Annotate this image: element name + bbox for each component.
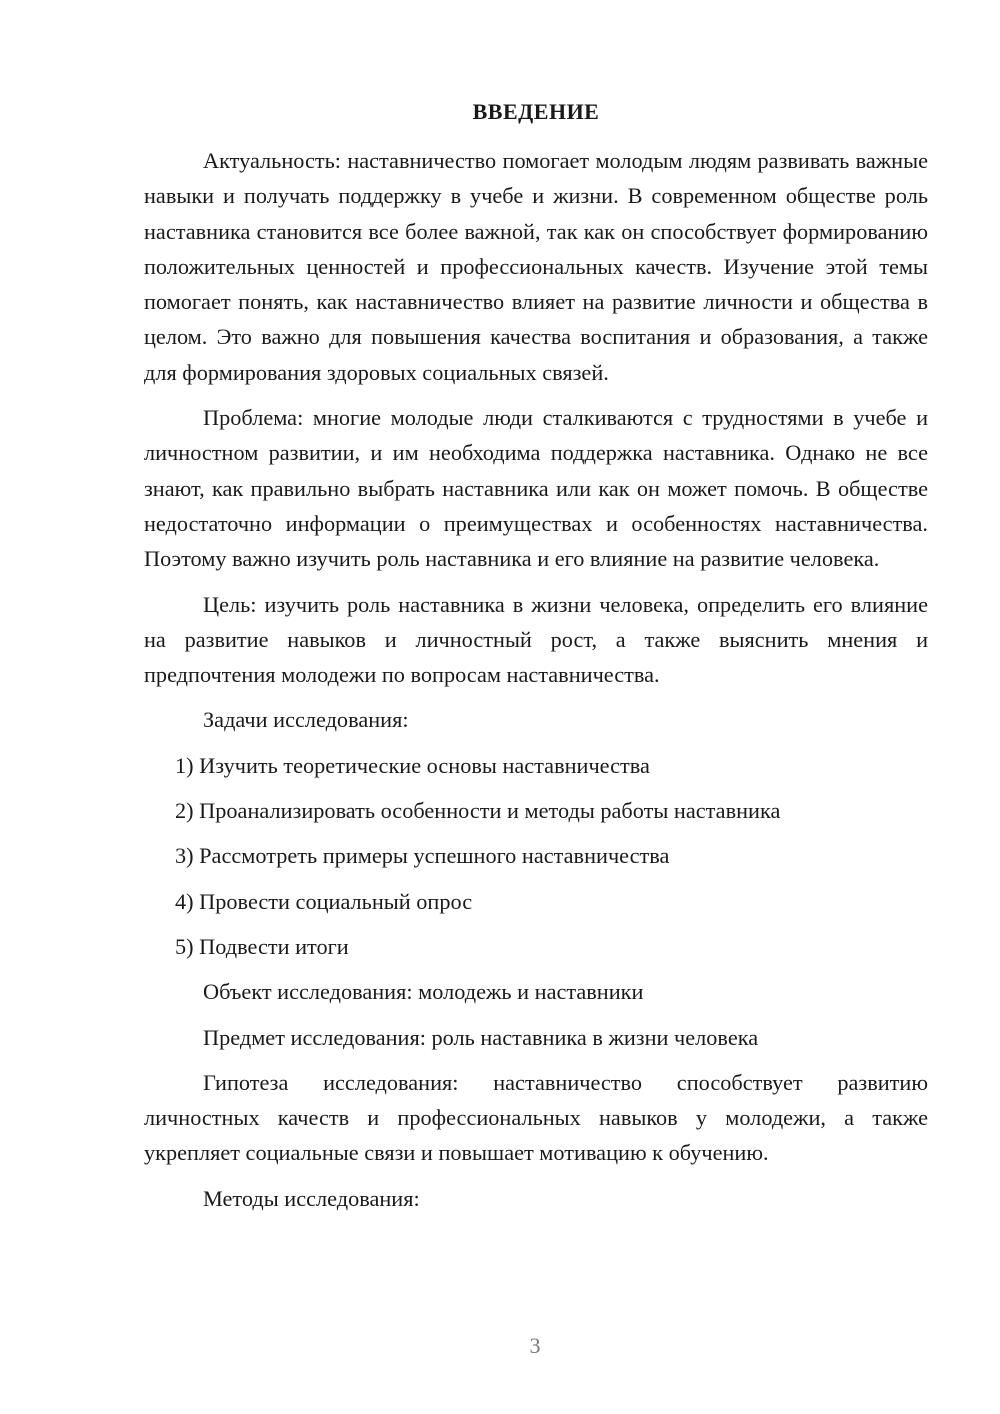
task-item: 4) Провести социальный опрос — [175, 888, 473, 914]
task-item: 1) Изучить теоретические основы наставничества — [175, 752, 650, 778]
tasks-heading: Задачи исследования: — [203, 707, 409, 733]
page-number: 3 — [529, 1333, 541, 1358]
hypothesis-paragraph: Гипотеза исследования: наставничество способствует развитию личностных качеств и профессиональных навыков у молодежи, а также укрепляет социальные связи и повышает мотивацию к обучению. — [144, 1069, 928, 1166]
relevance-paragraph: Актуальность: наставничество помогает молодым людям развивать важные навыки и получать поддержку в учебе и жизни. В современном обществе роль наставника становится все более важной, так как он способствует формированию положительных ценностей и профессиональных качеств. Изучение этой темы помогает понять, как наставничество влияет на развитие личности и общества в целом. Это важно для повышения качества воспитания и образования, а также для формирования здоровых социальных связей. — [144, 148, 928, 385]
problem-paragraph: Проблема: многие молодые люди сталкиваются с трудностями в учебе и личностном развитии, и им необходима поддержка наставника. Однако не все знают, как правильно выбрать наставника или как он может помочь. В обществе недостаточно информации о преимуществах и особенностях наставничества. Поэтому важно изучить роль наставника и его влияние на развитие человека. — [144, 405, 928, 572]
task-item: 3) Рассмотреть примеры успешного наставничества — [175, 843, 670, 869]
methods-heading: Методы исследования: — [203, 1185, 420, 1211]
task-item: 2) Проанализировать особенности и методы работы наставника — [175, 798, 781, 824]
section-title: ВВЕДЕНИЕ — [472, 99, 600, 124]
goal-paragraph: Цель: изучить роль наставника в жизни человека, определить его влияние на развитие навыков и личностный рост, а также выяснить мнения и предпочтения молодежи по вопросам наставничества. — [144, 591, 928, 688]
research-subject: Предмет исследования: роль наставника в жизни человека — [203, 1024, 759, 1050]
document-body — [144, 96, 928, 1226]
research-object: Объект исследования: молодежь и наставники — [203, 979, 644, 1005]
task-item: 5) Подвести итоги — [175, 933, 349, 959]
